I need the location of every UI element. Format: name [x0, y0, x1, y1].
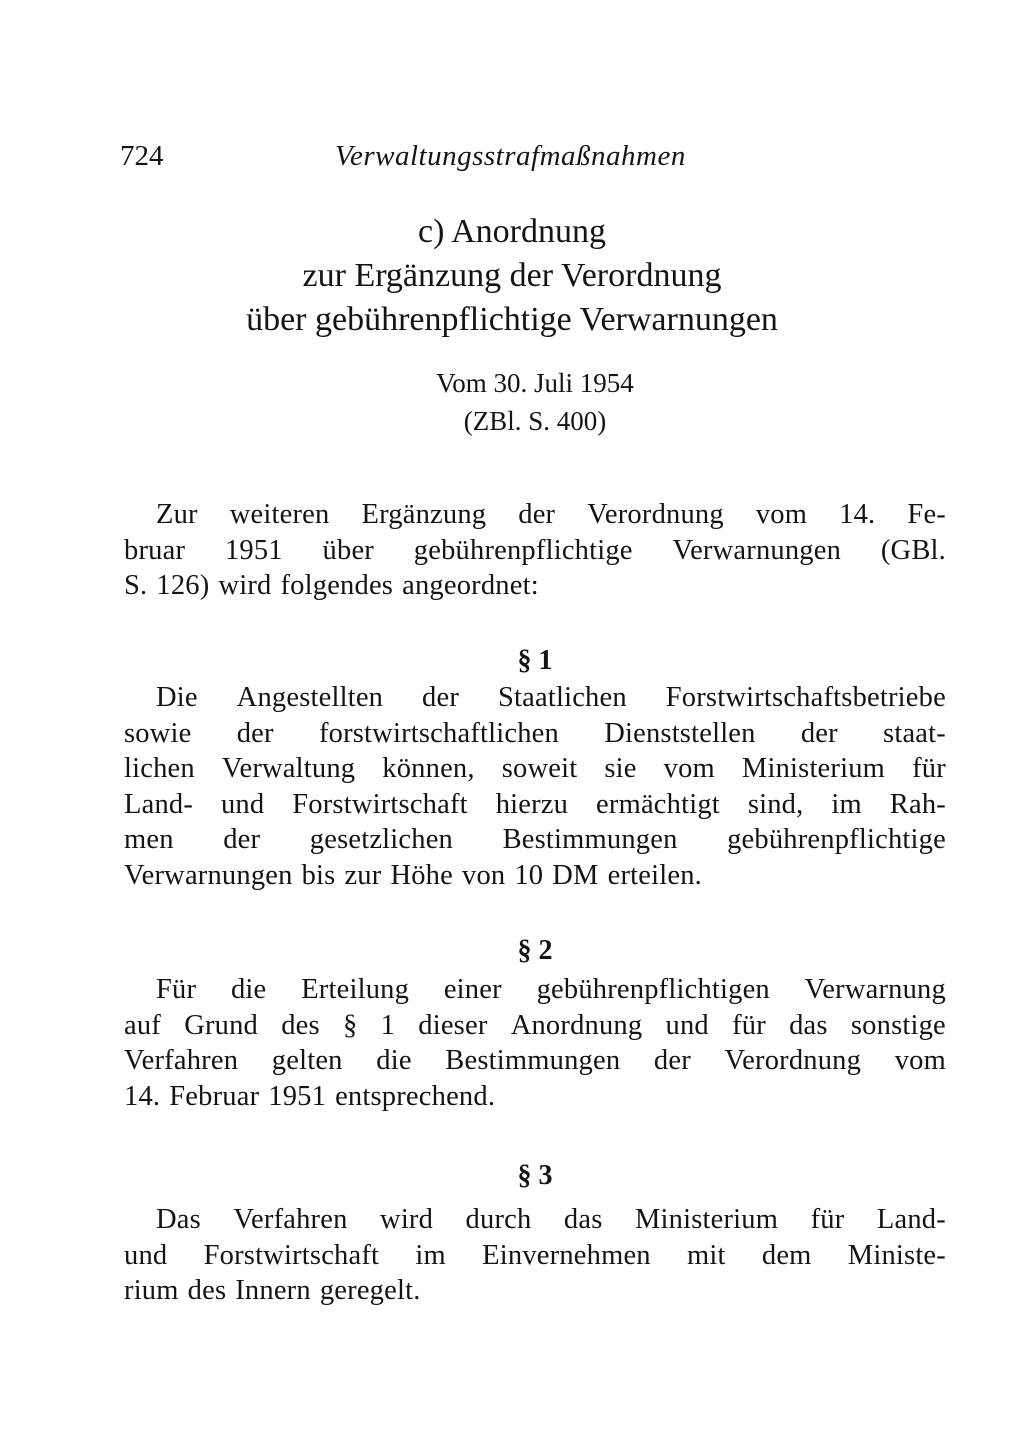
word: dem	[761, 1239, 812, 1271]
word: bruar	[124, 534, 186, 566]
word: Für	[156, 974, 197, 1005]
text-line	[124, 568, 946, 604]
word: staat-	[883, 717, 946, 749]
word: Die	[156, 682, 198, 713]
word: die	[230, 974, 267, 1005]
word: geregelt.	[319, 1275, 421, 1306]
word: 126)	[156, 570, 210, 601]
issue-date: Vom 30. Juli 1954	[436, 368, 634, 398]
word: gesetzlichen	[309, 824, 454, 855]
title-line-1: c) Anordnung	[418, 213, 606, 250]
word: hierzu	[495, 788, 569, 820]
text-line	[124, 1008, 946, 1044]
word: weiteren	[229, 499, 330, 530]
word: Ministerium	[741, 753, 886, 784]
word: S.	[124, 570, 148, 601]
word: Bestimmungen	[502, 824, 678, 855]
word: wird	[380, 1204, 434, 1235]
section-3-paragraph	[124, 1202, 946, 1309]
section-heading-2: § 2	[517, 935, 553, 966]
word: Einvernehmen	[482, 1239, 651, 1271]
word: (GBl.	[880, 534, 946, 566]
word: im	[831, 788, 862, 820]
word: das	[563, 1204, 603, 1235]
word: dieser	[418, 1009, 488, 1041]
word: zur	[344, 859, 382, 891]
word: Verwaltung	[221, 753, 356, 784]
word: des	[187, 1275, 227, 1306]
word: Forstwirtschaft	[203, 1239, 380, 1271]
dateline	[0, 364, 1024, 440]
word: die	[376, 1045, 412, 1076]
word: Verwarnungen	[124, 859, 293, 891]
word: vom	[663, 753, 715, 784]
word: Land-	[124, 788, 194, 820]
word: vom	[755, 499, 808, 530]
word: Erteilung	[301, 974, 410, 1005]
word: sind,	[747, 788, 804, 820]
word: Höhe	[390, 859, 453, 891]
publication-source: (ZBl. S. 400)	[463, 406, 607, 436]
word: 14.	[839, 499, 876, 530]
section-heading-1: § 1	[517, 645, 553, 676]
word: Verwarnung	[804, 974, 946, 1005]
word: von	[462, 859, 506, 891]
word: Dienststellen	[604, 717, 756, 749]
word: ermächtigt	[596, 788, 720, 820]
text-line	[124, 822, 946, 858]
word: Ministerium	[634, 1204, 779, 1235]
word: das	[789, 1009, 828, 1041]
text-line	[124, 858, 946, 894]
word: Fe-	[907, 499, 946, 530]
word: Forstwirtschaftsbetriebe	[665, 682, 946, 713]
word: lichen	[124, 753, 195, 784]
word: Grund	[184, 1009, 259, 1041]
running-title: Verwaltungsstrafmaßnahmen	[335, 140, 686, 172]
text-line	[124, 497, 946, 533]
text-line	[124, 716, 946, 752]
word: gebührenpflichtigen	[536, 974, 770, 1005]
word: 1	[380, 1009, 396, 1041]
word: gebührenpflichtige	[727, 824, 946, 855]
text-line	[124, 533, 946, 569]
title-line-2: zur Ergänzung der Verordnung	[302, 257, 722, 294]
word: Das	[156, 1204, 201, 1235]
word: angeordnet:	[402, 570, 539, 601]
title-line-3: über gebührenpflichtige Verwarnungen	[246, 301, 778, 338]
word: und	[124, 1239, 168, 1271]
word: und	[665, 1009, 709, 1041]
word: vom	[894, 1045, 946, 1076]
text-line	[124, 1079, 946, 1115]
word: Bestimmungen	[445, 1045, 621, 1076]
word: einer	[443, 974, 502, 1005]
word: sonstige	[850, 1009, 946, 1041]
word: gebührenpflichtige	[413, 534, 633, 566]
text-line	[124, 1202, 946, 1238]
word: für	[912, 753, 946, 784]
word: 14.	[124, 1080, 161, 1112]
word: soweit	[501, 753, 578, 784]
word: Rah-	[889, 788, 946, 820]
word: Innern	[235, 1275, 311, 1306]
word: durch	[465, 1204, 532, 1235]
page-number: 724	[120, 140, 164, 172]
word: mit	[687, 1239, 726, 1271]
word: entsprechend.	[335, 1080, 496, 1112]
word: §	[342, 1009, 358, 1041]
word: der	[236, 717, 274, 749]
word: Zur	[156, 499, 198, 530]
word: Ministe-	[847, 1239, 946, 1271]
word: der	[653, 1045, 691, 1076]
document-title	[0, 210, 1024, 342]
word: wird	[218, 570, 272, 601]
word: Ergänzung	[361, 499, 487, 530]
word: Verordnung	[587, 499, 724, 530]
word: können,	[382, 753, 475, 784]
preamble-paragraph	[124, 497, 946, 604]
word: 1951	[268, 1080, 327, 1112]
text-line	[124, 680, 946, 716]
section-heading-3: § 3	[517, 1160, 553, 1191]
word: Land-	[876, 1204, 946, 1235]
word: und	[220, 788, 265, 820]
word: auf	[124, 1009, 161, 1041]
word: folgendes	[280, 570, 394, 601]
text-line	[124, 1273, 946, 1309]
word: über	[322, 534, 374, 566]
text-line	[124, 972, 946, 1008]
running-head	[120, 140, 740, 180]
word: Verordnung	[724, 1045, 862, 1076]
word: erteilen.	[607, 859, 702, 891]
word: Verfahren	[124, 1045, 239, 1076]
word: gelten	[271, 1045, 343, 1076]
word: der	[422, 682, 460, 713]
word: der	[800, 717, 838, 749]
word: Verwarnungen	[672, 534, 842, 566]
word: Staatlichen	[497, 682, 627, 713]
word: Forstwirtschaft	[292, 788, 468, 820]
word: forstwirtschaftlichen	[318, 717, 559, 749]
word: bis	[301, 859, 336, 891]
word: für	[810, 1204, 845, 1235]
word: der	[518, 499, 556, 530]
word: sowie	[124, 717, 192, 749]
word: rium	[124, 1275, 179, 1306]
word: men	[124, 824, 174, 855]
section-2-paragraph	[124, 972, 946, 1114]
word: sie	[604, 753, 637, 784]
section-1-paragraph	[124, 680, 946, 893]
text-line	[124, 751, 946, 787]
text-line	[124, 787, 946, 823]
word: im	[415, 1239, 446, 1271]
word: der	[223, 824, 261, 855]
word: des	[281, 1009, 320, 1041]
text-line	[124, 1043, 946, 1079]
text-line	[124, 1238, 946, 1274]
word: Angestellten	[236, 682, 384, 713]
word: Februar	[169, 1080, 260, 1112]
word: für	[732, 1009, 766, 1041]
word: Anordnung	[510, 1009, 643, 1041]
word: Verfahren	[233, 1204, 348, 1235]
word: DM	[552, 859, 599, 891]
word: 10	[514, 859, 544, 891]
word: 1951	[224, 534, 283, 566]
